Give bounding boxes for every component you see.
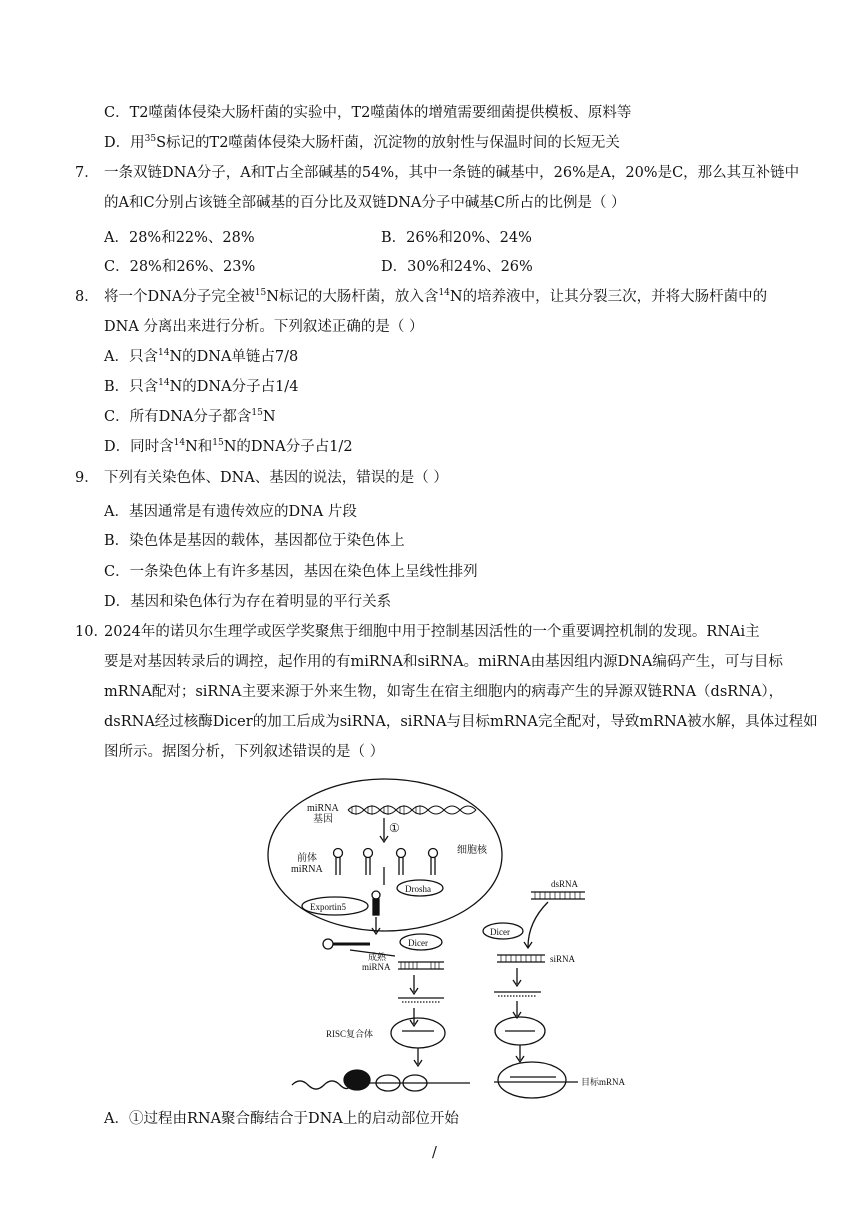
label-risc: RISC复合体 [326,1029,374,1039]
q7-option-a: A．28%和22%、28% [104,230,255,246]
label-step-1: ① [389,821,400,835]
q10-stem-line5: 图所示。据图分析，下列叙述错误的是（ ） [104,744,385,760]
q7-stem-line1: 一条双链DNA分子，A和T占全部碱基的54%，其中一条链的碱基中，26%是A，20%是C，那么其互补链中 [104,165,800,181]
q8-option-b: B．只含$^{14}$N的DNA分子占1/4 [104,378,299,395]
label-mature-1: 成熟 [368,952,387,962]
q8-stem-line1: 将一个DNA分子完全被$^{15}$N标记的大肠杆菌，放入含$^{14}$N的培养液中，让其分裂三次，并将大肠杆菌中的 [104,288,768,305]
mature-mirna [398,962,444,969]
label-drosha: Drosha [405,884,431,894]
label-pre-mirna-2: miRNA [291,864,323,875]
q10-stem-line3: mRNA配对；siRNA主要来源于外来生物，如寄生在宿主细胞内的病毒产生的异源双链RNA（dsRNA）， [104,684,784,700]
label-dsrna: dsRNA [551,879,579,889]
q8-option-a: A．只含$^{14}$N的DNA单链占7/8 [104,348,299,365]
q8-option-d: D．同时含$^{14}$N和$^{15}$N的DNA分子占1/2 [104,438,353,455]
page-footer-mark: / [432,1145,437,1161]
label-dicer-right: Dicer [490,927,510,937]
q10-number: 10． [75,624,108,640]
dsrna [531,892,585,899]
q7-option-c: C．28%和26%、23% [104,259,256,275]
label-dicer-left: Dicer [408,938,428,948]
q9-option-d: D．基因和染色体行为存在着明显的平行关系 [104,594,392,610]
q8-option-c: C．所有DNA分子都含$^{15}$N [104,408,276,425]
q9-option-a: A．基因通常是有遗传效应的DNA 片段 [104,504,357,520]
q10-option-a: A．①过程由RNA聚合酶结合于DNA上的启动部位开始 [104,1111,459,1127]
q10-stem-line1: 2024年的诺贝尔生理学或医学奖聚焦于细胞中用于控制基因活性的一个重要调控机制的发现。RNAi主 [104,624,760,640]
q9-option-c: C．一条染色体上有许多基因，基因在染色体上呈线性排列 [104,564,478,580]
q7-number: 7． [75,165,99,181]
pre-mirna-hairpins [334,849,438,876]
q6-option-d: D．用$^{35}$S标记的T2噬菌体侵染大肠杆菌，沉淀物的放射性与保温时间的长短无关 [104,134,620,151]
q9-stem: 下列有关染色体、DNA、基因的说法，错误的是（ ） [104,470,448,486]
dna-helix [348,805,476,815]
label-nucleus: 细胞核 [457,845,487,856]
q10-stem-line2: 要是对基因转录后的调控，起作用的有miRNA和siRNA。miRNA由基因组内源DNA编码产生，可与目标 [104,654,783,670]
q6-option-c: C．T2噬菌体侵染大肠杆菌的实验中，T2噬菌体的增殖需要细菌提供模板、原料等 [104,105,632,121]
label-target-mrna: 目标mRNA [581,1077,626,1087]
q7-option-b: B．26%和20%、24% [381,230,532,246]
q10-stem-line4: dsRNA经过核酶Dicer的加工后成为siRNA，siRNA与目标mRNA完全配对，导致mRNA被水解，具体过程如 [104,714,818,730]
q7-option-d: D．30%和24%、26% [381,259,533,275]
label-sirna: siRNA [550,954,576,964]
q8-stem-line2: DNA 分离出来进行分析。下列叙述正确的是（ ） [104,319,424,335]
q8-number: 8． [75,289,99,305]
label-exportin5: Exportin5 [310,902,346,912]
label-mirna-gene-2: 基因 [313,814,333,825]
q9-option-b: B．染色体是基因的载体，基因都位于染色体上 [104,533,405,549]
label-mature-2: miRNA [362,962,391,972]
q7-stem-line2: 的A和C分别占该链全部碱基的百分比及双链DNA分子中碱基C所占的比例是（ ） [104,195,626,211]
label-mirna-gene-1: miRNA [307,803,339,814]
q9-number: 9． [75,470,99,486]
label-pre-mirna-1: 前体 [297,853,317,864]
